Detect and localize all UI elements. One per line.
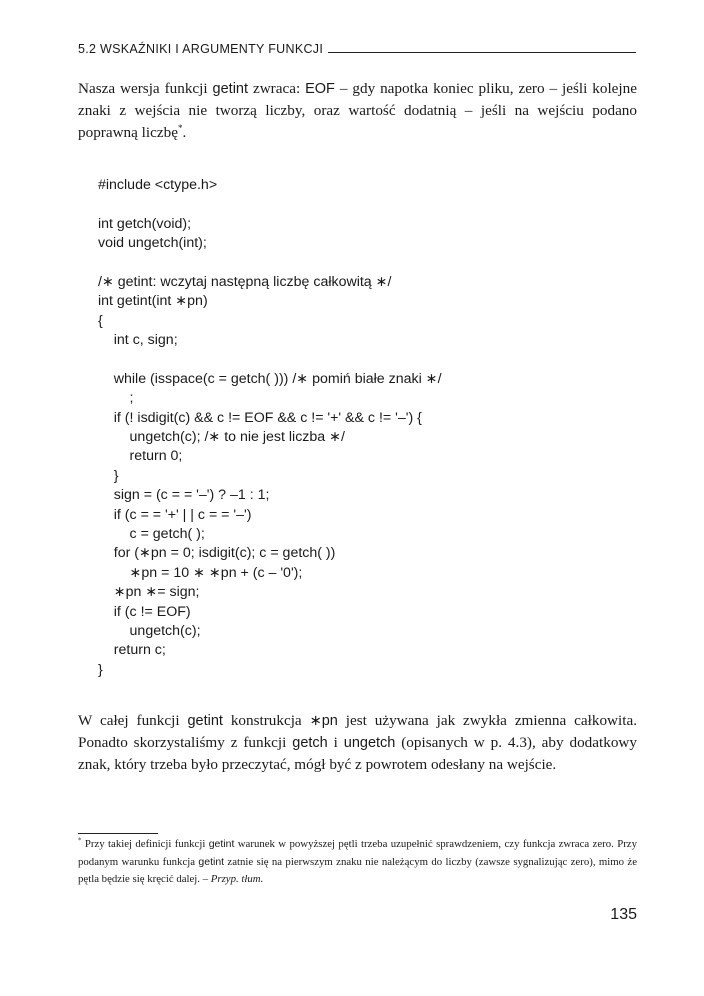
- footnote-marker: *: [177, 122, 183, 133]
- code-line: if (c = = '+' | | c = = '–'): [98, 506, 252, 523]
- code-line: [98, 351, 442, 370]
- inline-code: getint: [208, 838, 235, 850]
- code-line: int getch(void);: [98, 215, 192, 232]
- code-line: [98, 195, 442, 214]
- outro-paragraph: W całej funkcji getint konstrukcja ∗pn jest używana jak zwykła zmienna całkowita. Ponadto skorzystaliśmy z funkcji getch i ungetch (opisanych w p. 4.3), aby dodatkowy znak, który trzeba było przeczytać, mógł być z powrotem odesłany na wejście.: [78, 712, 637, 773]
- code-line: ∗pn ∗= sign;: [98, 584, 200, 601]
- translator-note: Przyp. tłum.: [210, 873, 264, 885]
- intro-paragraph: Nasza wersja funkcji getint zwraca: EOF – gdy napotka koniec pliku, zero – jeśli kolejne znaki z wejścia nie tworzą liczby, oraz wartość dodatnią – jeśli na wejściu podano poprawną liczbę*.: [78, 80, 637, 141]
- footnote-rule: [78, 833, 158, 834]
- code-line: if (c != EOF): [98, 603, 191, 620]
- inline-code: getint: [187, 713, 223, 729]
- code-line: ;: [98, 390, 134, 407]
- code-line: return c;: [98, 642, 166, 659]
- code-line: for (∗pn = 0; isdigit(c); c = getch( )): [98, 545, 336, 562]
- inline-code: getint: [198, 855, 225, 868]
- code-line: ∗pn = 10 ∗ ∗pn + (c – '0');: [98, 564, 303, 581]
- code-line: }: [98, 467, 119, 484]
- code-line: ungetch(c); /∗ to nie jest liczba ∗/: [98, 429, 345, 446]
- inline-code: getch: [292, 735, 328, 751]
- code-line: }: [98, 661, 103, 678]
- inline-code: ungetch: [343, 735, 396, 751]
- footnote: * Przy takiej definicji funkcji getint warunek w powyższej pętli trzeba uzupełnić sprawdzeniem, czy funkcja zwraca zero. Przy podanym warunku funkcja getint zatnie się na pierwszym znaku nie należącym do liczby (zawsze sygnalizując zero), mimo że pętla będzie się kręcić dalej. – Przyp. tłum.: [78, 836, 637, 885]
- code-line: #include <ctype.h>: [98, 177, 218, 193]
- code-line: int getint(int ∗pn): [98, 293, 208, 310]
- section-title: 5.2 WSKAŹNIKI I ARGUMENTY FUNKCJI: [78, 42, 324, 56]
- code-line: /∗ getint: wczytaj następną liczbę całkowitą ∗/: [98, 273, 392, 290]
- inline-code: getint: [212, 81, 249, 97]
- page-number: 135: [610, 906, 637, 923]
- code-line: void ungetch(int);: [98, 235, 207, 252]
- header-rule: [328, 52, 636, 53]
- code-line: int c, sign;: [98, 332, 178, 349]
- code-line: [98, 254, 442, 273]
- running-header: [78, 36, 636, 56]
- inline-code: EOF: [305, 81, 335, 97]
- code-line: sign = (c = = '–') ? –1 : 1;: [98, 487, 270, 504]
- code-line: c = getch( );: [98, 526, 205, 543]
- code-line: while (isspace(c = getch( ))) /∗ pomiń białe znaki ∗/: [98, 370, 442, 387]
- code-line: ungetch(c);: [98, 622, 201, 639]
- code-line: return 0;: [98, 448, 183, 465]
- code-line: {: [98, 312, 103, 329]
- footnote-marker: *: [78, 836, 82, 845]
- code-listing: [98, 176, 442, 680]
- inline-code: ∗pn: [309, 713, 338, 729]
- code-line: if (! isdigit(c) && c != EOF && c != '+' && c != '–') {: [98, 409, 422, 426]
